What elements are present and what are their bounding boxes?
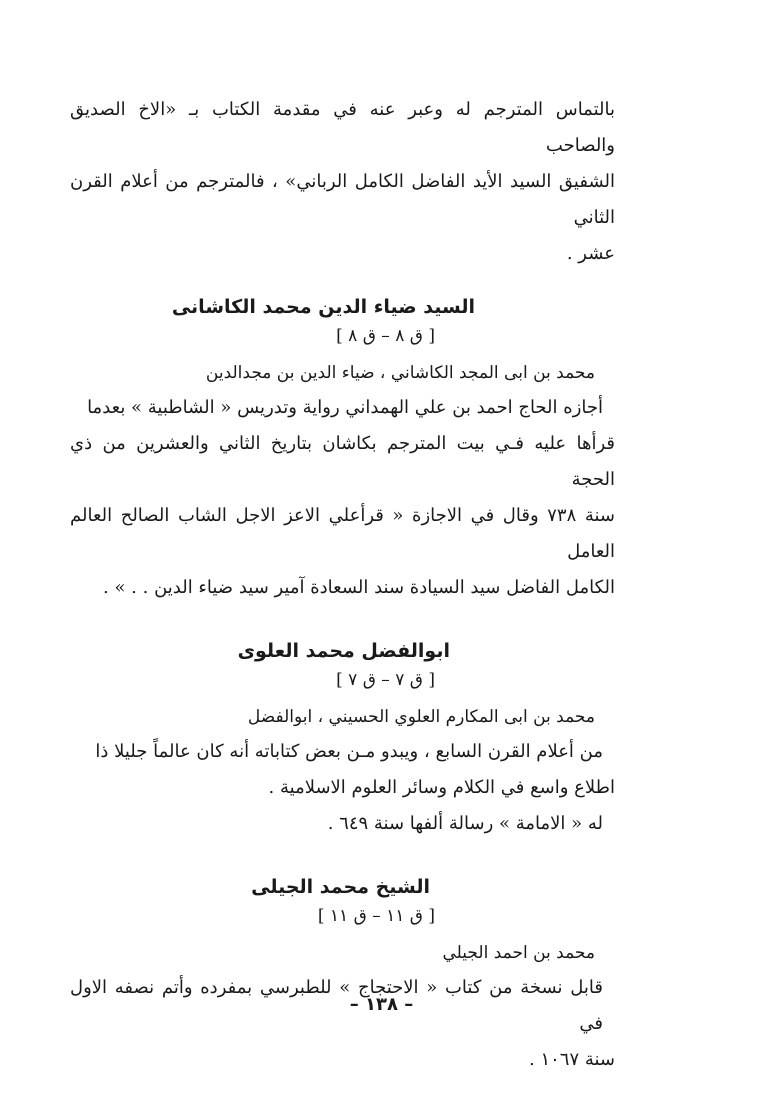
text-line: من أعلام القرن السابع ، ويبدو مـن بعض كتاباته أنه كان عالماً جليلا ذا	[95, 741, 603, 762]
intro-paragraph	[70, 92, 615, 272]
text-line: أجازه الحاج احمد بن علي الهمداني رواية وتدريس « الشاطبية » بعدما	[87, 397, 603, 418]
text-line: قرأها عليه فـي بيت المترجم بكاشان بتاريخ الثاني والعشرين من ذي الحجة	[70, 433, 615, 490]
entry-full-name: محمد بن احمد الجيلي	[442, 943, 595, 963]
entry-full-name: محمد بن ابى المجد الكاشاني ، ضياء الدين بن مجدالدين	[205, 363, 595, 383]
text-line: سنة ٧٣٨ وقال في الاجازة « قرأعلي الاعز الاجل الشاب الصالح العالم العامل	[70, 505, 615, 562]
text-line: عشر .	[566, 243, 615, 264]
entry-reference: [ ق ٨ – ق ٨ ]	[336, 326, 435, 346]
text-line: بالتماس المترجم له وعبر عنه في مقدمة الكتاب بـ «الاخ الصديق والصاحب	[70, 99, 615, 156]
entry-title: ابوالفضل محمد العلوى	[237, 640, 450, 662]
text-line: قابل نسخة من كتاب « الاحتجاج » للطبرسي بمفرده وأتم نصفه الاول في	[70, 977, 603, 1034]
text-line: له « الامامة » رسالة ألفها سنة ٦٤٩ .	[327, 813, 603, 834]
entry-title: الشيخ محمد الجيلى	[251, 876, 430, 898]
biography-entry	[70, 636, 615, 842]
document-page	[70, 92, 615, 1078]
entry-full-name: محمد بن ابى المكارم العلوي الحسيني ، ابوالفضل	[247, 707, 595, 727]
text-line: اطلاع واسع في الكلام وسائر العلوم الاسلامية .	[268, 777, 615, 798]
text-line: سنة ١٠٦٧ .	[528, 1049, 615, 1070]
page-number: – ١٣٨ –	[349, 994, 414, 1015]
text-line: الكامل الفاضل سيد السيادة سند السعادة آمير سيد ضياء الدين . . » .	[103, 577, 615, 598]
entry-title: السيد ضياء الدين محمد الكاشانى	[171, 296, 475, 318]
entry-reference: [ ق ١١ – ق ١١ ]	[317, 906, 435, 926]
biography-entry	[70, 292, 615, 606]
biography-entry	[70, 872, 615, 1078]
entry-reference: [ ق ٧ – ق ٧ ]	[336, 670, 435, 690]
text-line: الشفيق السيد الأيد الفاضل الكامل الرباني» ، فالمترجم من أعلام القرن الثاني	[70, 171, 615, 228]
